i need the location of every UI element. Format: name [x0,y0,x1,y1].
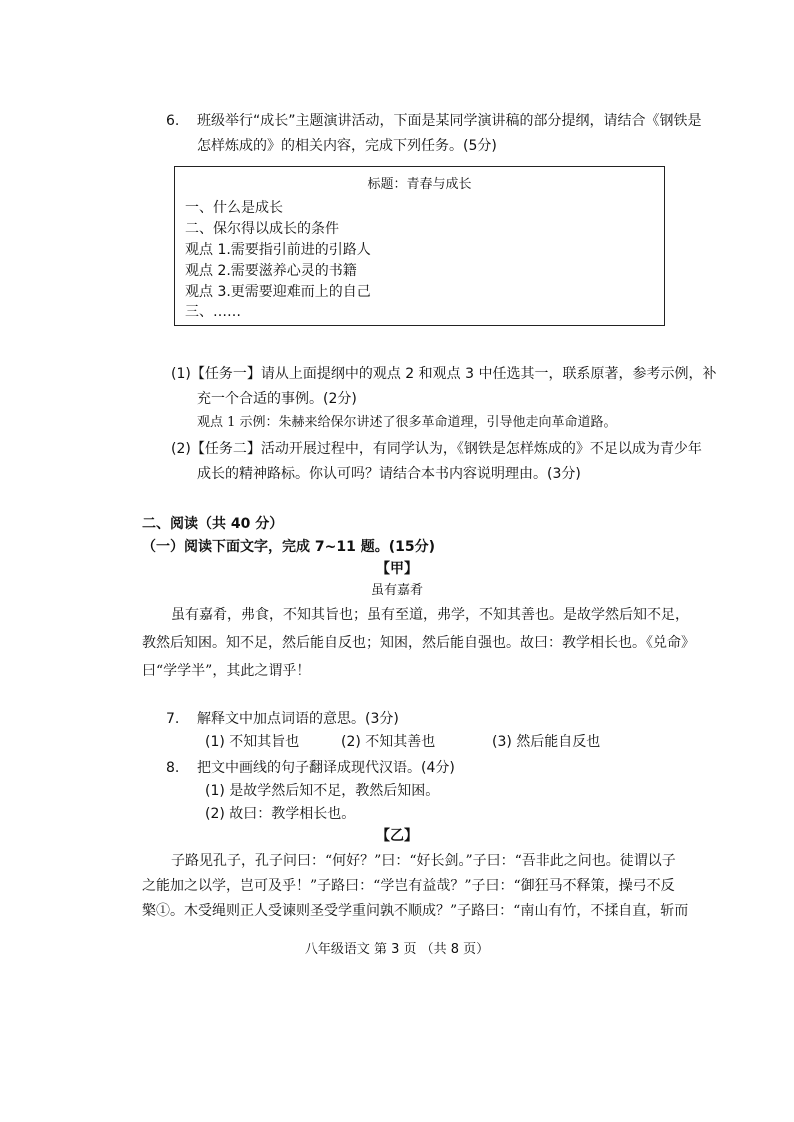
q7-item: (3) 然后能自反也 [492,734,601,750]
task1-line-2: 充一个合适的事例。(2分) [197,391,357,407]
q7-item: (2) 不知其善也 [341,734,436,750]
outline-box [174,166,665,326]
task2-line-1: (2)【任务二】活动开展过程中，有同学认为，《钢铁是怎样炼成的》不足以成为青少年 [171,441,702,457]
outline-item: 二、保尔得以成长的条件 [185,221,339,237]
passage-yi-line-3: 檠①。木受绳则正人受谏则圣受学重问孰不顺成？”子路曰：“南山有竹，不揉自直，斩而 [142,903,689,919]
q6-number: 6. [166,113,180,129]
outline-item: 观点 1.需要指引前进的引路人 [185,242,371,258]
passage-jia-line-2: 教然后知困。知不足，然后能自反也；知困，然后能自强也。故曰：教学相长也。《兑命》 [142,635,695,651]
q7-text: 解释文中加点词语的意思。(3分) [197,711,399,727]
passage-yi-label: 【乙】 [376,828,418,844]
q8-item: (2) 故曰：教学相长也。 [205,806,356,822]
outline-item: 观点 2.需要滋养心灵的书籍 [185,263,357,279]
passage-jia-line-3: 曰“学学半”，其此之谓乎！ [142,663,311,679]
q7-number: 7. [166,711,180,727]
q8-item: (1) 是故学然后知不足，教然后知困。 [205,783,440,799]
q8-number: 8. [166,760,180,776]
passage-jia-label: 【甲】 [376,561,418,577]
passage-jia-title: 虽有嘉肴 [370,583,423,598]
q7-item: (1) 不知其旨也 [205,734,300,750]
section-2-heading: 二、阅读（共 40 分） [142,516,284,532]
outline-item: 观点 3.更需要迎难而上的自己 [185,284,371,300]
section-2-sub-heading: （一）阅读下面文字，完成 7~11 题。(15分) [142,539,435,555]
q8-text: 把文中画线的句子翻译成现代汉语。(4分) [197,760,455,776]
passage-jia-line-1: 虽有嘉肴，弗食，不知其旨也；虽有至道，弗学，不知其善也。是故学然后知不足， [171,607,689,623]
page-footer: 八年级语文 第 3 页 （共 8 页） [304,942,490,957]
passage-yi-line-2: 之能加之以学，岂可及乎！”子路曰：“学岂有益哉？”子曰：“御狂马不释策，操弓不反 [142,878,675,894]
outline-title: 标题：青春与成长 [367,177,472,192]
q6-line-2: 怎样炼成的》的相关内容，完成下列任务。(5分) [197,138,497,154]
passage-yi-line-1: 子路见孔子，孔子问曰：“何好？”曰：“好长剑。”子曰：“吾非此之问也。徒谓以子 [171,853,676,869]
q6-line-1: 班级举行“成长”主题演讲活动，下面是某同学演讲稿的部分提纲，请结合《钢铁是 [197,113,702,129]
task2-line-2: 成长的精神路标。你认可吗？请结合本书内容说明理由。(3分) [197,466,581,482]
task1-example: 观点 1 示例：朱赫来给保尔讲述了很多革命道理，引导他走向革命道路。 [197,415,617,430]
outline-item: 三、…… [185,304,241,320]
outline-item: 一、什么是成长 [185,200,283,216]
task1-line-1: (1)【任务一】请从上面提纲中的观点 2 和观点 3 中任选其一，联系原著，参考示例，补 [171,366,717,382]
